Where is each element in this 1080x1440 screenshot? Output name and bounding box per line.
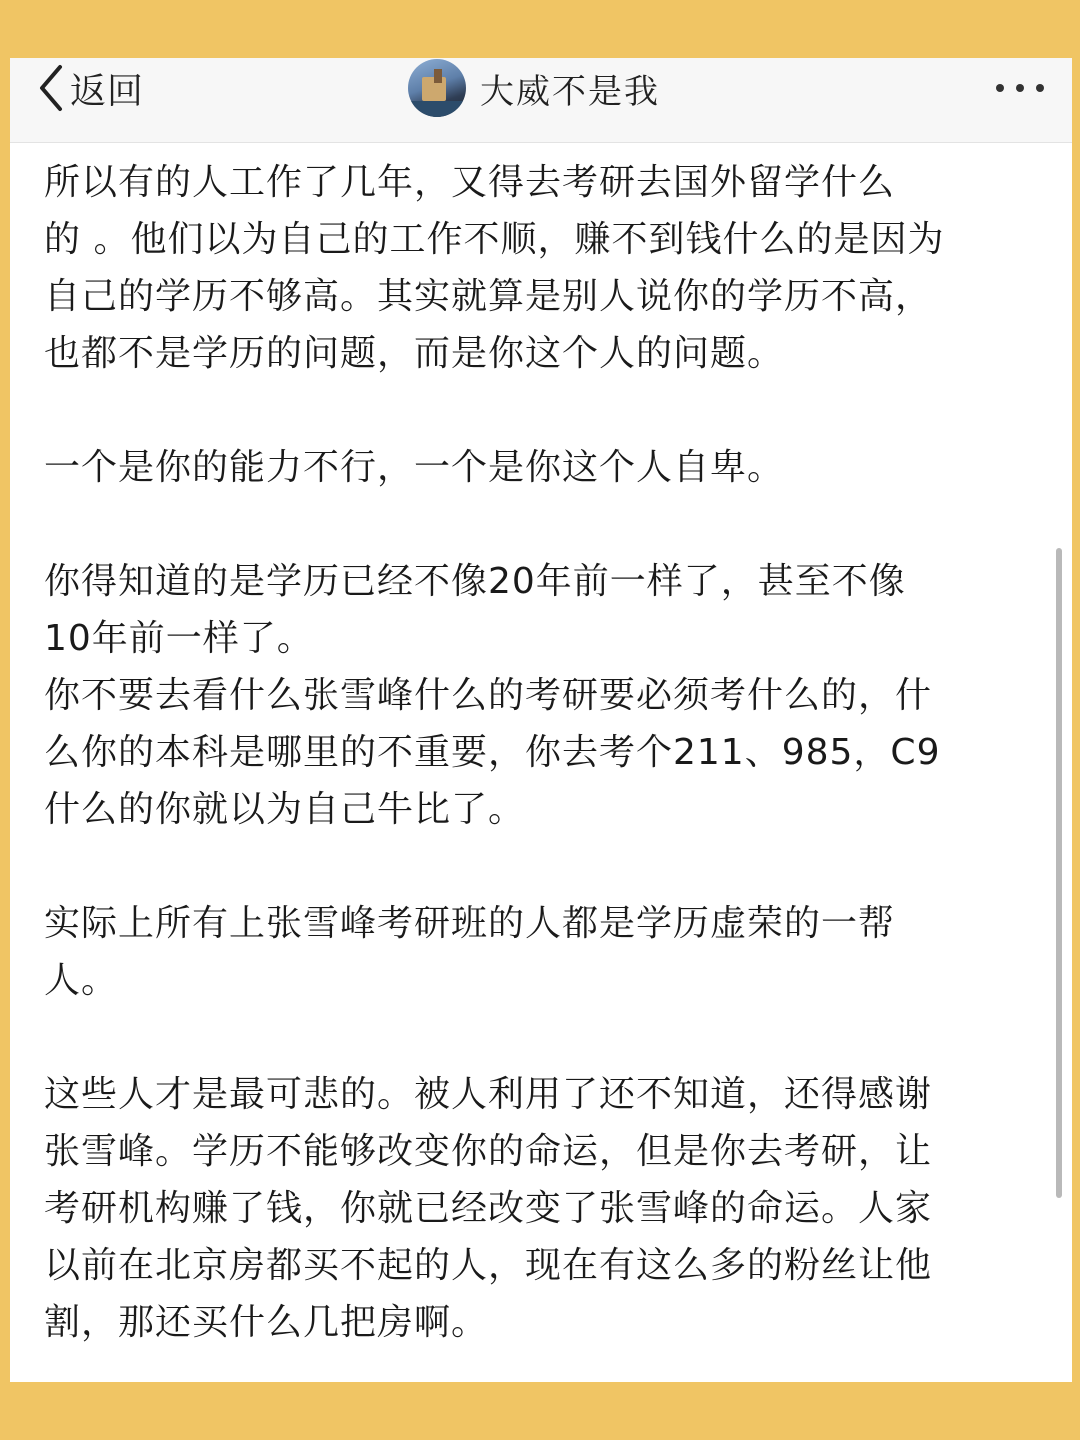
post-body [44,154,1034,1351]
avatar[interactable] [408,59,466,117]
more-options-button[interactable] [996,58,1044,118]
paragraph-2: 一个是你的能力不行，一个是你这个人自卑。 [44,447,785,488]
paragraph-4: 实际上所有上张雪峰考研班的人都是学历虚荣的一帮 人。 [44,903,896,1001]
paragraph-3: 你得知道的是学历已经不像20年前一样了，甚至不像 10年前一样了。 你不要去看什么张雪峰什么的考研要必须考什么的，什 么你的本科是哪里的不重要，你去考个211、985，C9 什么的你就以为自己牛比了。 [44,561,941,830]
post-card [10,58,1072,1382]
back-label: 返回 [70,70,145,112]
back-button[interactable] [36,58,144,118]
vertical-scrollbar[interactable] [1056,548,1062,1198]
author-name[interactable]: 大威不是我 [480,71,660,112]
chevron-left-icon [36,63,66,113]
top-nav-bar [10,58,1072,143]
more-horizontal-icon [996,84,1004,92]
author-header[interactable] [408,58,660,118]
paragraph-1: 所以有的人工作了几年，又得去考研去国外留学什么 的 。他们以为自己的工作不顺，赚不到钱什么的是因为 自己的学历不够高。其实就算是别人说你的学历不高， 也都不是学历的问题，而是你这个人的问题。 [44,162,945,374]
paragraph-5: 这些人才是最可悲的。被人利用了还不知道，还得感谢 张雪峰。学历不能够改变你的命运，但是你去考研，让 考研机构赚了钱，你就已经改变了张雪峰的命运。人家 以前在北京房都买不起的人，现在有这么多的粉丝让他 割，那还买什么几把房啊。 [44,1074,933,1343]
